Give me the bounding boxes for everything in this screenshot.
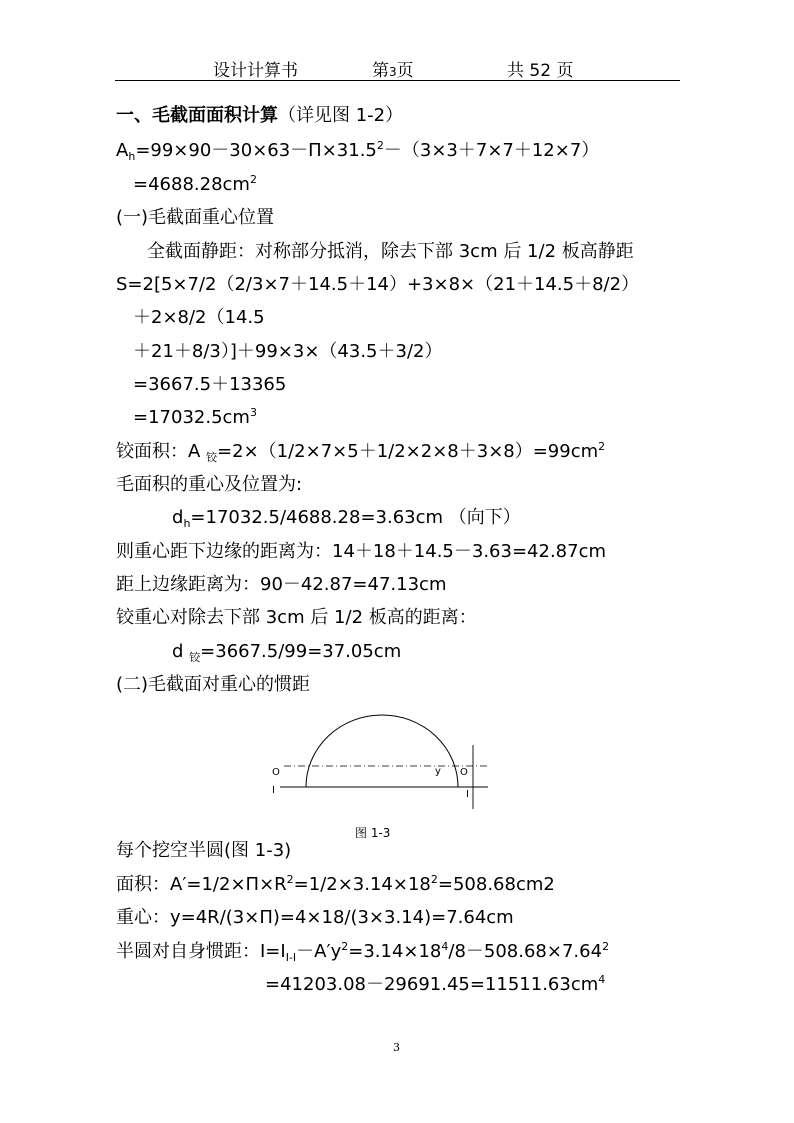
- distance-bottom: 则重心距下边缘的距离为：14＋18＋14.5－3.63=42.87cm: [116, 541, 607, 562]
- inertia-result: [265, 974, 605, 996]
- s-result: [133, 407, 257, 429]
- s-formula-line-1: S=2[5×7/2（2/3×7＋14.5＋14）+3×8×（21＋14.5＋8/2）: [116, 274, 640, 295]
- label-o-left: O: [272, 767, 280, 778]
- inertia-result-value: =41203.08－29691.45=11511.63cm: [265, 974, 599, 995]
- label-i-right: I: [466, 789, 469, 800]
- area-expression: 面积：A′=1/2×Π×R: [116, 874, 287, 895]
- subsection-1-heading: (一)毛截面重心位置: [116, 207, 275, 228]
- label-i-left: I: [272, 785, 275, 796]
- ah-tail: －（3×3＋7×7＋12×7）: [383, 140, 600, 161]
- ah-result-exponent: 2: [249, 173, 257, 186]
- semicircle-area: [116, 874, 555, 896]
- d-hinge-symbol: d: [172, 641, 190, 662]
- inertia-result-exponent: 4: [598, 973, 606, 986]
- centroid-label: 毛面积的重心及位置为:: [116, 474, 303, 495]
- header-page-indicator: [372, 56, 414, 81]
- inertia-exponent-3: 2: [602, 940, 610, 953]
- hinge-area: [116, 441, 605, 463]
- inertia-label: 半圆对自身惯距：I=I: [116, 941, 286, 962]
- ah-expression: =99×90－30×63－Π×31.5: [135, 140, 377, 161]
- inertia-exponent-2: 4: [441, 940, 449, 953]
- inertia-middle: －A′y: [296, 941, 342, 962]
- d-hinge-subscript: 铰: [189, 651, 201, 664]
- figure-caption: 图 1-3: [355, 826, 391, 840]
- header-rule: [115, 80, 680, 81]
- s-result-value: =17032.5cm: [133, 407, 250, 428]
- static-moment-desc: 全截面静距：对称部分抵消，除去下部 3cm 后 1/2 板高静距: [147, 241, 634, 262]
- hinge-area-label: 铰面积：A: [116, 441, 207, 462]
- dh-symbol: d: [172, 507, 184, 528]
- hinge-area-exponent: 2: [598, 440, 606, 453]
- area-middle: =1/2×3.14×18: [293, 874, 431, 895]
- ah-exponent: 2: [376, 139, 384, 152]
- d-hinge-formula: [172, 641, 401, 663]
- ah-subscript: h: [128, 150, 136, 163]
- ah-symbol: A: [116, 140, 129, 161]
- label-y: y: [435, 766, 441, 777]
- distance-top: 距上边缘距离为：90－42.87=47.13cm: [116, 574, 447, 595]
- s-formula-line-2: ＋2×8/2（14.5: [133, 307, 265, 328]
- inertia-exponent-1: 2: [341, 940, 349, 953]
- ah-formula: [116, 140, 599, 162]
- dh-formula: [172, 507, 521, 529]
- ah-result-value: =4688.28cm: [133, 174, 250, 195]
- s-result-exponent: 3: [249, 406, 257, 419]
- area-exponent-1: 2: [286, 873, 294, 886]
- section-heading-ref: （详见图 1-2）: [278, 105, 404, 126]
- header-page-suffix: 页: [396, 61, 414, 81]
- hinge-area-expression: =2×（1/2×7×5＋1/2×2×8＋3×8）=99cm: [217, 441, 599, 462]
- s-formula-line-4: =3667.5＋13365: [133, 374, 287, 395]
- semicircle-centroid: 重心：y=4R/(3×Π)=4×18/(3×3.14)=7.64cm: [116, 907, 514, 928]
- header-doc-title: 设计计算书: [213, 61, 298, 81]
- header-page-number: 3: [389, 65, 397, 79]
- section-heading-text: 一、毛截面面积计算: [116, 105, 278, 126]
- footer-page-number: 3: [393, 1041, 400, 1054]
- subsection-2-heading: (二)毛截面对重心的惯距: [116, 674, 311, 695]
- header-page-prefix: 第: [372, 61, 389, 81]
- area-tail: =508.68cm2: [437, 874, 555, 895]
- semicircle-heading: 每个挖空半圆(图 1-3): [116, 840, 292, 861]
- ah-result: [133, 174, 257, 196]
- inertia-subscript: I-I: [285, 951, 297, 964]
- section-heading: [116, 105, 403, 127]
- area-exponent-2: 2: [430, 873, 438, 886]
- dh-expression: =17032.5/4688.28=3.63cm （向下）: [190, 507, 521, 528]
- inertia-middle-2: =3.14×18: [348, 941, 442, 962]
- hinge-area-subscript: 铰: [206, 451, 218, 464]
- inertia-tail: /8－508.68×7.64: [448, 941, 603, 962]
- header-total-pages: 共 52 页: [507, 61, 574, 81]
- semicircle-figure: [262, 705, 502, 815]
- label-o-right: O: [460, 767, 468, 778]
- hinge-distance-label: 铰重心对除去下部 3cm 后 1/2 板高的距离：: [116, 607, 477, 628]
- semicircle-inertia: [116, 941, 609, 963]
- dh-subscript: h: [183, 517, 191, 530]
- d-hinge-expression: =3667.5/99=37.05cm: [200, 641, 402, 662]
- s-formula-line-3: ＋21＋8/3）]＋99×3×（43.5＋3/2）: [133, 341, 443, 362]
